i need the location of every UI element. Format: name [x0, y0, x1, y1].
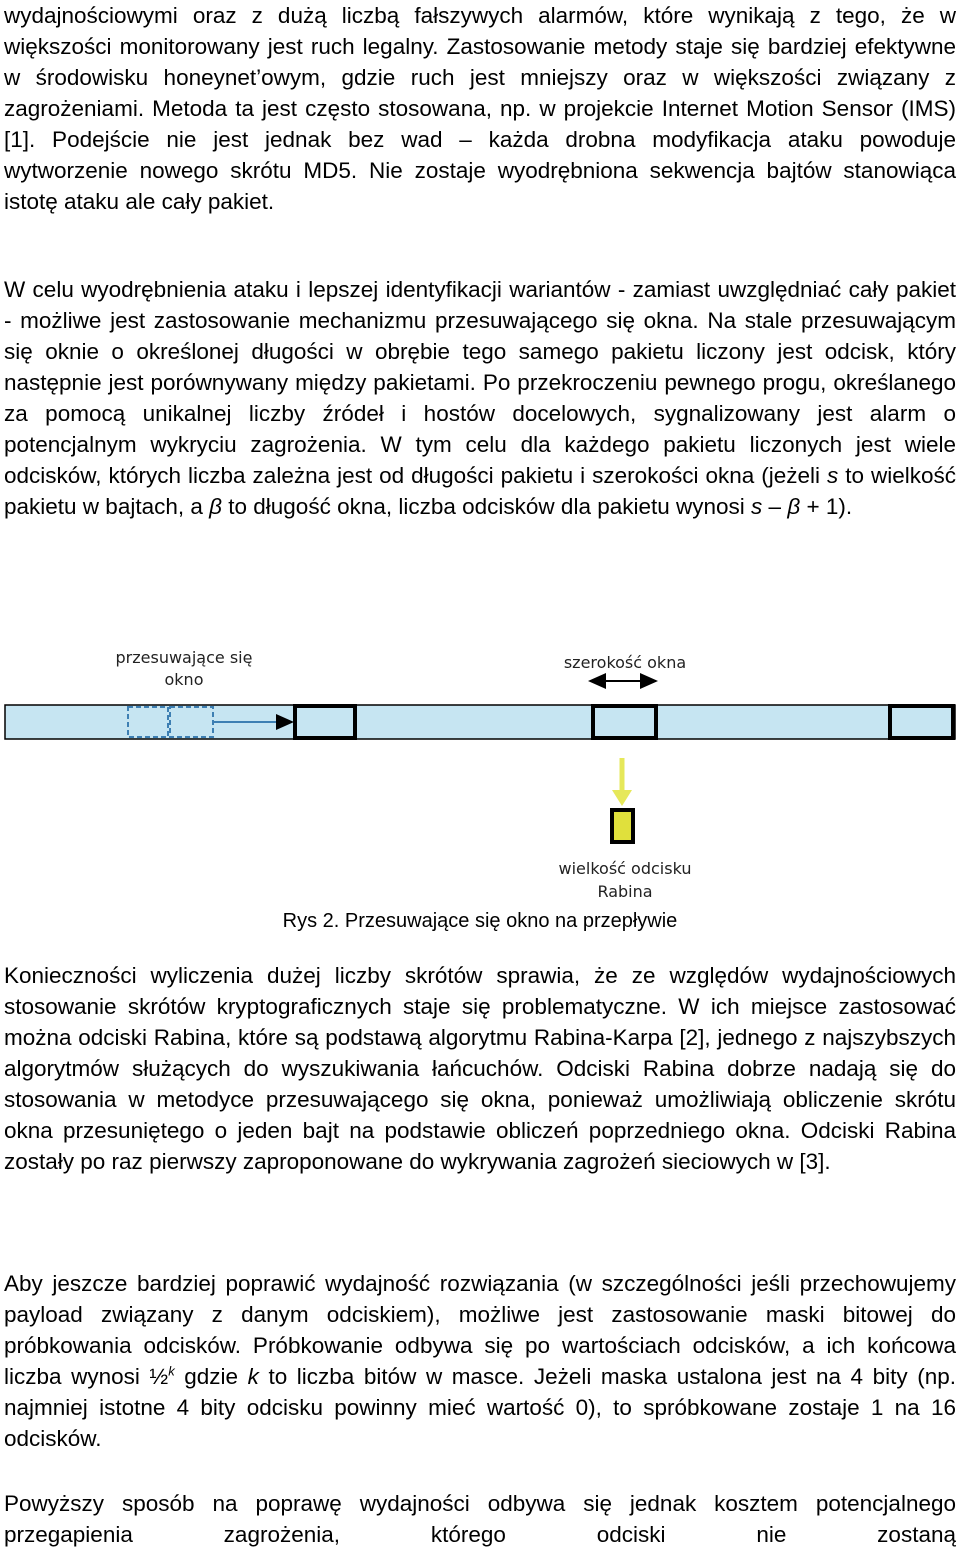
var-beta-2: β [787, 494, 801, 519]
label-window-line1: przesuwające się [115, 648, 253, 667]
figure-caption: Rys 2. Przesuwające się okno na przepływie [282, 910, 678, 932]
paragraph-2-text-c: to długość okna, liczba odcisków dla pakietu wynosi [222, 494, 752, 519]
label-window-width: szerokość okna [563, 653, 687, 672]
paragraph-5-text: Powyższy sposób na poprawę wydajności odbywa się jednak kosztem potencjalnego przegapienia zagrożenia, którego odciski nie zostaną [4, 1491, 956, 1547]
var-s-2: s [751, 494, 763, 519]
label-fingerprint-line2: Rabina [597, 882, 653, 901]
paragraph-4-text-c: to liczba bitów w masce. Jeżeli maska ustalona jest na 4 bity (np. najmniej istotne 4 bity odcisku powinny mieć wartość 0), to spróbkowane zostaje 1 na 16 odcisków. [4, 1364, 956, 1451]
paragraph-2 [4, 274, 956, 522]
figure-diagram [0, 636, 960, 906]
paragraph-2-text-a: W celu wyodrębnienia ataku i lepszej identyfikacji wariantów - zamiast uwzględniać cały pakiet - możliwe jest zastosowanie mechanizmu przesuwającego się okna. Na stale przesuwającym się oknie o określonej długości w obrębie tego samego pakietu liczony jest odcisk, który następnie jest porównywany między pakietami. Po przekroczeniu pewnego progu, określanego za pomocą unikalnej liczby źródeł i hostów docelowych, sygnalizowany jest alarm o potencjalnym wykryciu zagrożenia. W tym celu dla każdego pakietu liczonych jest wiele odcisków, których liczba zależna jest od długości pakietu i szerokości okna (jeżeli [4, 277, 956, 488]
paragraph-2-text-e: + 1). [800, 494, 853, 519]
paragraph-3 [4, 960, 956, 1177]
paragraph-5 [4, 1488, 956, 1550]
label-fingerprint-line1: wielkość odcisku [558, 859, 692, 878]
label-window-line2: okno [164, 670, 204, 689]
paragraph-2-text-d: – [762, 494, 788, 519]
paragraph-1 [4, 0, 956, 217]
paragraph-4-text-b: gdzie [174, 1364, 248, 1389]
paragraph-4-text-a: Aby jeszcze bardziej poprawić wydajność rozwiązania (w szczególności jeśli przechowujemy payload związany z danym odciskiem), możliwe jest zastosowanie maski bitowej do próbkowania odcisków. Próbkowanie odbywa się po wartościach odcisków, a ich końcowa liczba wynosi ½ [4, 1271, 956, 1389]
var-beta: β [209, 494, 222, 519]
paragraph-1-text: wydajnościowymi oraz z dużą liczbą fałszywych alarmów, które wynikają z tego, że w większości monitorowany jest ruch legalny. Zastosowanie metody staje się bardziej efektywne w środowisku honeynet’owym, gdzie ruch jest mniejszy oraz w większości związany z zagrożeniami. Metoda ta jest często stosowana, np. w projekcie Internet Motion Sensor (IMS) [1]. Podejście nie jest jednak bez wad – każda drobna modyfikacja ataku powoduje wytworzenie nowego skrótu MD5. Nie zostaje wyodrębniona sekwencja bajtów stanowiąca istotę ataku ale cały pakiet. [4, 3, 956, 214]
paragraph-4 [4, 1268, 956, 1454]
fingerprint-box [612, 810, 633, 842]
packet-flow-bar [5, 705, 955, 739]
var-s: s [826, 463, 839, 488]
sliding-window-figure [0, 636, 960, 906]
exponent-k: k [168, 1363, 175, 1379]
yellow-arrow-head [612, 790, 632, 806]
var-k: k [247, 1364, 259, 1389]
paragraph-2-text-b: to wielkość pakietu w bajtach, a [4, 463, 956, 519]
paragraph-3-text: Konieczności wyliczenia dużej liczby skrótów sprawia, że ze względów wydajnościowych stosowanie skrótów kryptograficznych staje się problematyczne. W ich miejsce zastosować można odciski Rabina, które są podstawą algorytmu Rabina-Karpa [2], jednego z najszybszych algorytmów służących do wyszukiwania łańcuchów. Odciski Rabina dobrze nadają się do stosowania w metodyce przesuwającego się okna, ponieważ umożliwiają obliczenie skrótu okna przesuniętego o jeden bajt na podstawie obliczeń poprzedniego okna. Odciski Rabina zostały po raz pierwszy zaproponowane do wykrywania zagrożeń sieciowych w [3]. [4, 963, 956, 1174]
